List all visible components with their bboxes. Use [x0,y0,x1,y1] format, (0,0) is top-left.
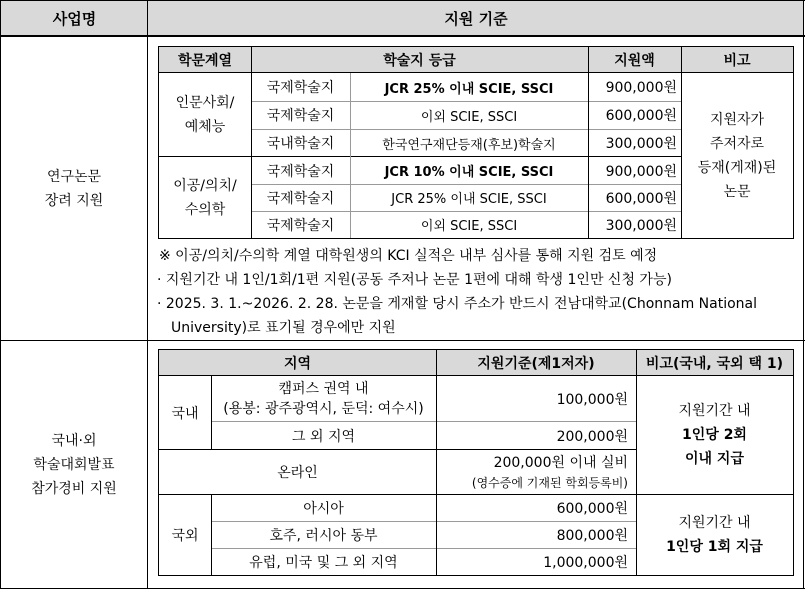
ct-online-label-text: 온라인 [277,465,318,481]
ct-online-amount-text: 200,000원 이내 실비 [493,455,628,471]
rt-line-header [158,72,794,73]
rt-header-note [681,47,793,72]
ct-region [211,522,436,548]
ct-domestic-note-line-1: 지원기간 내 [678,403,751,419]
ct-overseas-label-text: 국외 [171,528,199,544]
header-criteria-text: 지원 기준 [444,9,508,28]
rt-line-right [793,46,794,239]
rt-grade-text: JCR 10% 이내 SCIE, SSCI [384,165,554,180]
rt-grade [350,184,588,211]
rt-type [251,211,350,238]
rt-header-amount [588,47,681,72]
rt-grade-text: 이외 SCIE, SSCI [420,219,518,234]
ct-overseas-note [636,495,793,575]
rt-amount-text: 300,000원 [605,136,677,152]
rt-header-field-text: 학문계열 [177,52,233,69]
rt-note [681,73,793,238]
header-program-name-text: 사업명 [52,9,97,28]
header-criteria [148,1,804,35]
ct-header-note [636,350,793,375]
program-conference-line-1: 국내·외 [51,432,97,449]
program-conference-line-3: 참가경비 지원 [31,480,117,497]
rt-line-col [350,73,351,238]
rt-amount [588,211,677,238]
ct-line-row [211,548,636,549]
research-footnote: ※ 이공/의치/수의학 계열 대학원생의 KCI 실적은 내부 심사를 통해 지원 검토 예정 [159,248,658,264]
ct-amount-text: 100,000원 [556,391,628,408]
rt-line-top [158,46,794,47]
ct-domestic-note [636,376,793,494]
rt-note-line-4: 논문 [723,183,751,200]
ct-line-col [636,349,637,576]
rt-type [251,73,350,101]
rt-grade-text: JCR 25% 이내 SCIE, SSCI [384,81,554,97]
rt-amount-text: 900,000원 [605,163,677,180]
ct-region-line-1: 캠퍼스 권역 내 [278,380,369,397]
rt-amount-text: 600,000원 [605,108,677,124]
ct-amount-text: 600,000원 [556,501,628,517]
ct-amount [436,549,628,575]
rt-type [251,101,350,129]
ct-line-top [158,349,794,350]
border-bottom [0,588,805,589]
ct-amount [436,376,628,421]
ct-header-criteria-text: 지원기준(제1저자) [477,355,595,372]
rt-field-science-line-1: 이공/의치/ [173,177,237,194]
program-conference-line-2: 학술대회발표 [33,456,115,473]
rt-grade-text: JCR 25% 이내 SCIE, SSCI [391,192,547,207]
rt-grade-text: 한국연구재단등재(후보)학술지 [382,137,556,153]
ct-region-text: 유럽, 미국 및 그 외 지역 [249,555,398,571]
rt-amount [588,129,677,157]
ct-amount-text: 1,000,000원 [543,555,628,571]
rt-header-note-text: 비고 [723,52,751,69]
ct-line-row [211,521,636,522]
rt-type-text: 국내학술지 [266,136,335,152]
ct-header-region-text: 지역 [283,355,312,372]
ct-region [211,495,436,521]
border-right [803,0,804,589]
rt-grade [350,101,588,129]
ct-header-criteria [436,350,636,375]
rt-note-line-1: 지원자가 [709,111,765,128]
rt-field-humanities-line-1: 인문사회/ [175,94,235,111]
program-research-line-2: 장려 지원 [44,192,104,209]
rt-line-bottom [158,238,794,239]
rt-type [251,184,350,211]
rt-line-col [588,46,589,239]
ct-line-col [436,349,437,576]
ct-online-amount [436,450,628,494]
ct-online-label [159,450,436,494]
ct-amount [436,495,628,521]
rt-header-field [159,47,251,72]
rt-grade [350,211,588,238]
ct-region-text: 그 외 지역 [292,428,355,445]
rt-amount-text: 300,000원 [605,217,677,234]
ct-line-group [158,494,794,495]
research-footnote: · 지원기간 내 1인/1회/1편 지원(공동 주저나 논문 1편에 대해 학생 1인만 신청 가능) [157,272,672,288]
program-research-line-1: 연구논문 [46,168,102,185]
rt-line-group [158,156,681,157]
header-program-name [1,1,148,35]
ct-overseas-note-line-1: 지원기간 내 [678,515,751,531]
rt-header-amount-text: 지원액 [614,52,655,69]
rt-amount-text: 900,000원 [605,80,677,96]
rt-line-row [251,129,681,130]
ct-domestic-label-text: 국내 [171,405,199,422]
rt-type [251,129,350,157]
ct-region [211,376,436,421]
ct-amount [436,422,628,449]
rt-type-text: 국제학술지 [266,108,335,124]
research-footnote: · 2025. 3. 1.~2026. 2. 28. 논문을 게재할 당시 주소가 반드시 전남대학교(Chonnam National [157,296,758,312]
ct-region-text: 아시아 [303,501,344,517]
rt-line-row [251,211,681,212]
rt-type-text: 국제학술지 [266,217,335,234]
ct-region [211,549,436,575]
ct-overseas-label [159,495,211,575]
rt-field-humanities-line-2: 예체능 [184,118,226,135]
ct-line-right [793,349,794,576]
ct-region-line-2: (용봉: 광주광역시, 둔덕: 여수시) [223,400,424,417]
rt-field-science-line-2: 수의학 [184,201,226,218]
rt-header-grade-text: 학술지 등급 [383,52,456,69]
rt-type [251,157,350,184]
rt-field-humanities [159,73,251,156]
ct-header-region [159,350,436,375]
ct-domestic-note-line-3: 이내 지급 [685,451,744,467]
rt-grade [350,73,588,101]
ct-overseas-note-line-2: 1인당 1회 지급 [666,539,763,555]
ct-domestic-note-line-2: 1인당 2회 [682,427,747,443]
ct-line-bottom [158,575,794,576]
rt-grade [350,129,588,157]
ct-region-text: 호주, 러시아 동부 [269,528,378,544]
rt-amount [588,73,677,101]
ct-line-row [211,421,636,422]
rt-note-line-3: 등재(게재)된 [697,159,777,176]
rt-amount-text: 600,000원 [605,190,677,207]
ct-line-col [211,376,212,449]
border-col-divider [147,0,148,589]
rt-amount [588,184,677,211]
rt-line-row [251,101,681,102]
rt-note-line-2: 주저자로 [709,135,765,152]
ct-line-left [158,349,159,576]
ct-amount [436,522,628,548]
program-conference [1,341,147,588]
ct-header-note-text: 비고(국내, 국외 택 1) [645,355,784,372]
rt-line-row [251,184,681,185]
rt-line-col [251,46,252,239]
rt-grade [350,157,588,184]
rt-line-col [681,46,682,239]
ct-line-col [211,495,212,575]
rt-grade-text: 이외 SCIE, SSCI [420,109,518,125]
rt-type-text: 국제학술지 [266,80,335,96]
rt-amount [588,157,677,184]
research-footnote: University)로 표기될 경우에만 지원 [171,320,396,336]
ct-amount-text: 800,000원 [556,528,628,544]
ct-line-row [158,449,636,450]
ct-domestic-label [159,376,211,449]
ct-region [211,422,436,449]
program-research [1,37,147,340]
rt-line-left [158,46,159,239]
ct-amount-text: 200,000원 [556,428,628,445]
border-top [0,0,805,1]
ct-line-header [158,375,794,376]
rt-type-text: 국제학술지 [266,163,335,180]
rt-field-science [159,157,251,238]
rt-type-text: 국제학술지 [266,190,335,207]
rt-header-grade [251,47,588,72]
rt-amount [588,101,677,129]
ct-online-amount-sub: (영수증에 기재된 학회등록비) [471,476,628,490]
